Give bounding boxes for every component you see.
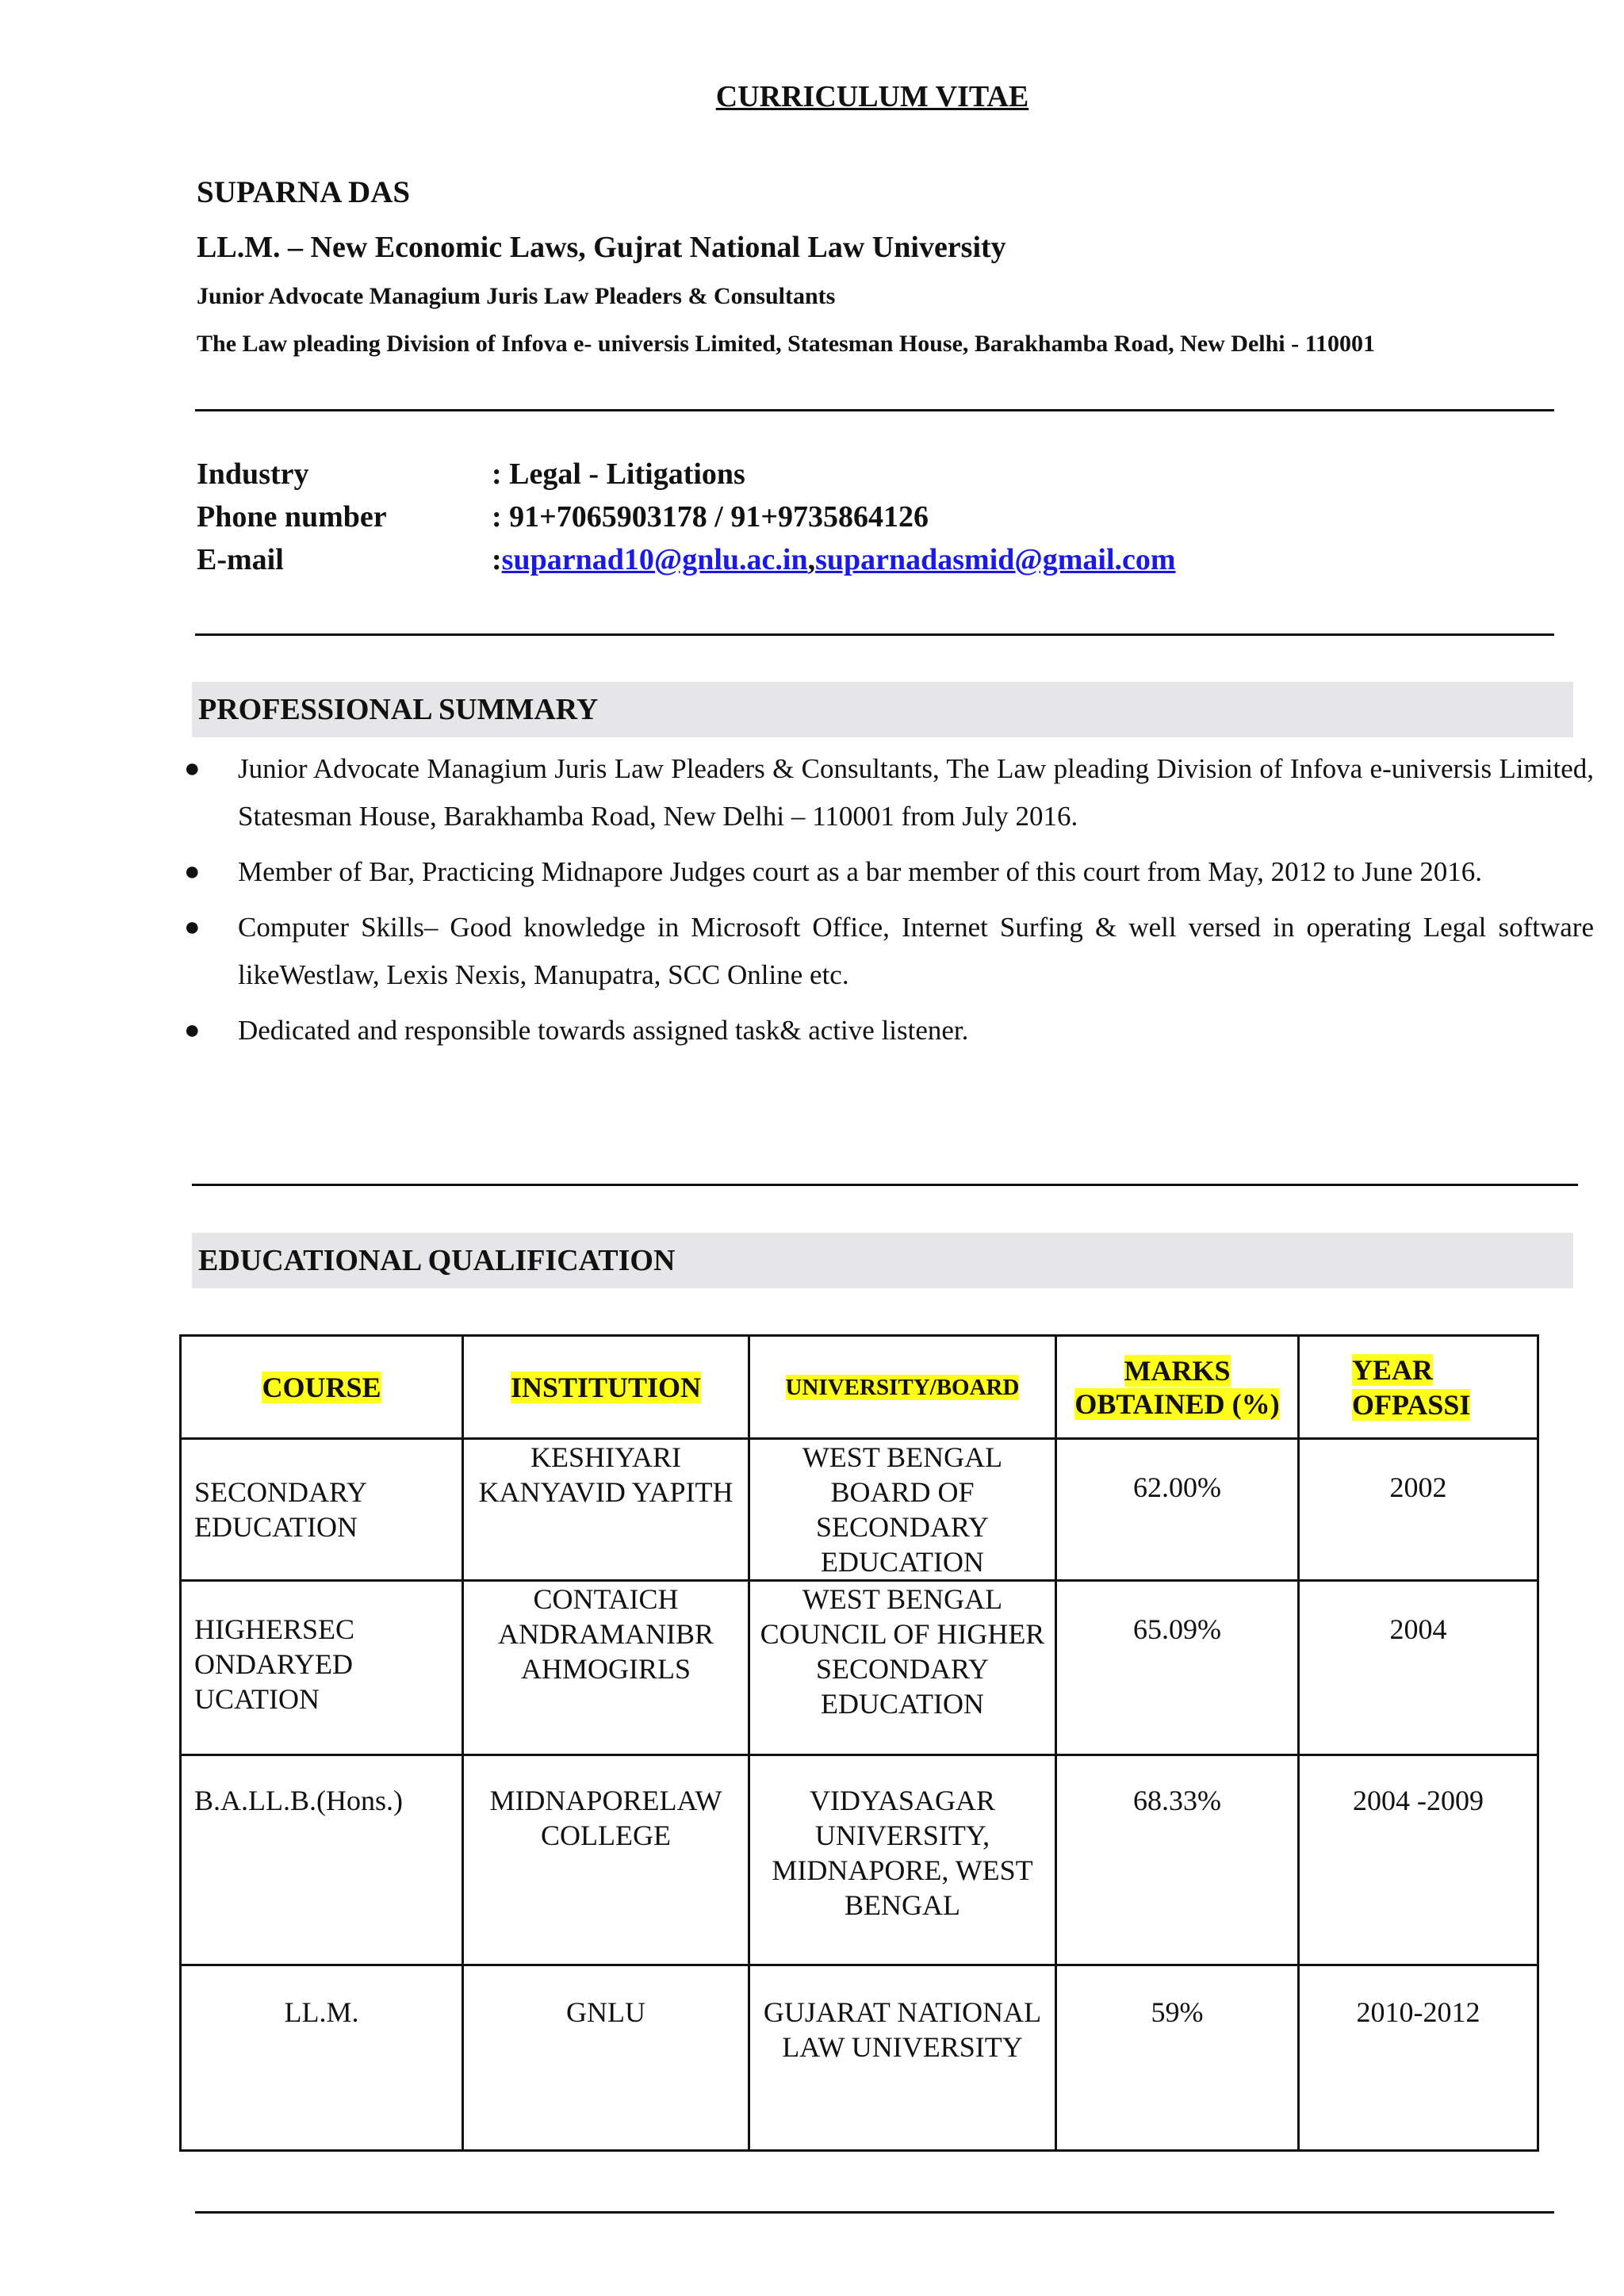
email-prefix: :	[492, 543, 502, 576]
divider	[195, 2211, 1554, 2214]
cell-institution: MIDNAPORELAW COLLEGE	[463, 1755, 749, 1965]
divider	[192, 1184, 1578, 1186]
col-header-marks: MARKS OBTAINED (%)	[1056, 1336, 1299, 1439]
email-separator: ,	[807, 543, 816, 576]
cell-course: LL.M.	[181, 1965, 463, 2151]
cell-marks: 68.33%	[1056, 1755, 1299, 1965]
table-row	[181, 1755, 1538, 1965]
cell-marks: 65.09%	[1056, 1581, 1299, 1755]
bullet-icon: ●	[184, 1016, 201, 1045]
divider	[195, 633, 1554, 636]
cell-course: SECONDARY EDUCATION	[181, 1439, 463, 1581]
education-table	[179, 1334, 1539, 2152]
divider	[195, 409, 1554, 411]
section-heading-summary: PROFESSIONAL SUMMARY	[192, 682, 1573, 737]
summary-item: ● Member of Bar, Practicing Midnapore Judges court as a bar member of this court from May, 2012 to June 2016.	[238, 848, 1594, 896]
cell-year: 2004 -2009	[1299, 1755, 1538, 1965]
col-header-university: UNIVERSITY/BOARD	[749, 1336, 1056, 1439]
cell-university: WEST BENGAL COUNCIL OF HIGHER SECONDARY EDUCATION	[749, 1581, 1056, 1755]
summary-list	[184, 745, 1594, 1062]
email-link-1[interactable]: suparnad10@gnlu.ac.in	[501, 543, 808, 576]
cell-marks: 59%	[1056, 1965, 1299, 2151]
cell-year: 2004	[1299, 1581, 1538, 1755]
industry-value: : Legal - Litigations	[492, 457, 745, 491]
summary-item: ● Junior Advocate Managium Juris Law Pleaders & Consultants, The Law pleading Division of Infova e-universis Limited, Statesman House, Barakhamba Road, New Delhi – 110001 from July 2016.	[238, 745, 1594, 840]
cell-university: WEST BENGAL BOARD OF SECONDARY EDUCATION	[749, 1439, 1056, 1581]
office-address: The Law pleading Division of Infova e- universis Limited, Statesman House, Barakhamba Road, New Delhi - 110001	[197, 331, 1375, 357]
summary-item: ● Dedicated and responsible towards assigned task& active listener.	[238, 1007, 1594, 1054]
col-header-year: YEAR OFPASSI	[1299, 1336, 1538, 1439]
cell-institution: CONTAICH ANDRAMANIBR AHMOGIRLS	[463, 1581, 749, 1755]
cell-year: 2010-2012	[1299, 1965, 1538, 2151]
cell-institution: GNLU	[463, 1965, 749, 2151]
table-row	[181, 1581, 1538, 1755]
table-header-row	[181, 1336, 1538, 1439]
email-link-2[interactable]: suparnadasmid@gmail.com	[815, 543, 1176, 576]
col-header-institution: INSTITUTION	[463, 1336, 749, 1439]
email-value	[492, 542, 1176, 577]
table-row	[181, 1965, 1538, 2151]
bullet-icon: ●	[184, 913, 201, 942]
phone-label: Phone number	[197, 500, 387, 534]
bullet-icon: ●	[184, 754, 201, 783]
summary-item: ● Computer Skills– Good knowledge in Microsoft Office, Internet Surfing & well versed in operating Legal software likeWestlaw, Lexis Nexis, Manupatra, SCC Online etc.	[238, 904, 1594, 999]
bullet-icon: ●	[184, 857, 201, 886]
phone-value: : 91+7065903178 / 91+9735864126	[492, 500, 929, 534]
email-label: E-mail	[197, 543, 284, 576]
col-header-course: COURSE	[181, 1336, 463, 1439]
candidate-name: SUPARNA DAS	[197, 175, 411, 209]
cell-institution: KESHIYARI KANYAVID YAPITH	[463, 1439, 749, 1581]
candidate-degree: LL.M. – New Economic Laws, Gujrat National Law University	[197, 231, 1006, 264]
table-row	[181, 1439, 1538, 1581]
section-heading-education: EDUCATIONAL QUALIFICATION	[192, 1233, 1573, 1288]
cell-course: B.A.LL.B.(Hons.)	[181, 1755, 463, 1965]
current-position: Junior Advocate Managium Juris Law Pleaders & Consultants	[197, 283, 836, 309]
cv-title: CURRICULUM VITAE	[715, 80, 1029, 113]
cell-marks: 62.00%	[1056, 1439, 1299, 1581]
cell-course: HIGHERSEC ONDARYED UCATION	[181, 1581, 463, 1755]
cell-year: 2002	[1299, 1439, 1538, 1581]
industry-label: Industry	[197, 457, 309, 491]
cell-university: GUJARAT NATIONAL LAW UNIVERSITY	[749, 1965, 1056, 2151]
cell-university: VIDYASAGAR UNIVERSITY, MIDNAPORE, WEST BENGAL	[749, 1755, 1056, 1965]
